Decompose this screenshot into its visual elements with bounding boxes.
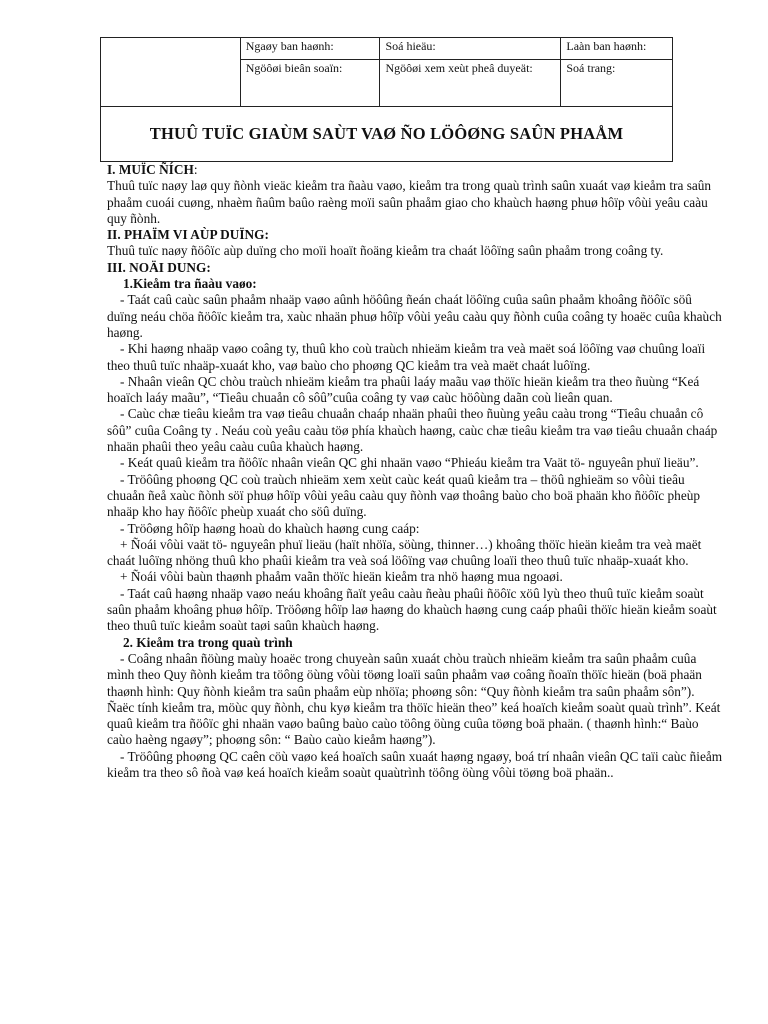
subsection-2-paragraph: - Coâng nhaân ñöùng maùy hoaëc trong chuyeàn saûn xuaát chòu traùch nhieäm kieåm tra saûn phaåm cuûa mình theo Quy ñònh kieåm tra töông öùng vôùi töøng loaïi saûn phaåm vaø coâng ñoaïn thöïc hieän (boä phaän thaønh hình: Quy ñònh kieåm tra saûn phaåm eùp nhöïa; phoøng sôn: “Quy ñònh kieåm tra saûn phaåm sôn”). Ñaëc tính kieåm tra, möùc quy ñònh, chu kyø kieåm tra thöïc hieän theo” keá hoaïch kieåm soaùt quaù trình”. Keát quaû kieåm tra ñöôïc ghi nhaän vaøo baûng baùo caùo töông öùng cuûa töøng boä phaän. ( thaønh hình:“ Baùo caùo haèng ngaøy”; phoøng sôn: “ Baùo caùo kieåm haøng”). <box>107 650 721 748</box>
logo-cell <box>101 38 241 107</box>
section-3-heading: III. NOÄI DUNG: <box>107 259 211 275</box>
reviewer-cell: Ngöôøi xem xeùt pheâ duyeät: <box>380 60 561 107</box>
subsection-2-paragraph: - Tröôûng phoøng QC caên cöù vaøo keá hoaïch saûn xuaát haøng ngaøy, boá trí nhaân vieân QC taïi caùc ñieåm kieåm tra theo sô ñoà vaø keá hoaïch kieåm soaùt quaùtrình töông öùng vôùi töøng boä phaän.. <box>107 748 723 780</box>
document-header-table <box>100 37 673 162</box>
subsection-1-paragraph: - Khi haøng nhaäp vaøo coâng ty, thuû kho coù traùch nhieäm kieåm tra veà maët soá löôïng vaø chuûng loaïi theo thuû tuïc nhaäp-xuaát kho, vaø baùo cho phoøng QC kieåm tra veà maët chaát luôïng. <box>107 341 706 373</box>
subsection-1-heading: 1.Kieåm tra ñaàu vaøo: <box>123 276 257 292</box>
subsection-1-paragraph: - Tröôûng phoøng QC coù traùch nhieäm xem xeùt caùc keát quaû kieåm tra – thöû nghieäm so vôùi tieâu chuaån ñeå xaùc ñònh söï phuø hôïp vôùi yeâu caàu quy ñònh vaø thoâng baùo cho boä phaän kho ñöôïc pheùp nhaäp kho hay ñöôïc pheùp xuaát cho söû duïng. <box>107 471 701 520</box>
issue-date-cell: Ngaøy ban haønh: <box>240 38 380 60</box>
section-2-heading: II. PHAÏM VI AÙP DUÏNG: <box>107 227 269 243</box>
subsection-1-paragraph: - Keát quaû kieåm tra ñöôïc nhaân vieân QC ghi nhaän vaøo “Phieáu kieåm tra Vaät tö- nguyeân phuï lieäu”. <box>120 455 699 471</box>
page-number-cell: Soá trang: <box>561 60 673 107</box>
doc-code-cell: Soá hieäu: <box>380 38 561 60</box>
subsection-2-heading: 2. Kieåm tra trong quaù trình <box>123 634 293 650</box>
document-title: THUÛ TUÏC GIAÙM SAÙT VAØ ÑO LÖÔØNG SAÛN PHAÅM <box>101 107 673 162</box>
section-1-text: Thuû tuïc naøy laø quy ñònh vieäc kieåm tra ñaàu vaøo, kieåm tra trong quaù trình saûn xuaát vaø kieåm tra saûn phaåm cuoái cuøng, nhaèm ñaûm baûo raèng moïi saûn phaåm giao cho khaùch haøng phuø hôïp vôùi yeâu caàu quy ñònh. <box>107 178 712 226</box>
subsection-1-paragraph: + Ñoái vôùi baùn thaønh phaåm vaãn thöïc hieän kieåm tra nhö haøng mua ngoaøi. <box>120 569 563 585</box>
subsection-1-paragraph: + Ñoái vôùi vaät tö- nguyeân phuï lieäu (haït nhöïa, söùng, thinner…) khoâng thöïc hieän kieåm tra veà maët chaát luôïng nhöng thuû kho phaûi kieåm tra veà soá löôïng vaø chuûng loaïi theo thuû tuïc nhaäp-xuaát kho. <box>107 536 702 569</box>
document-body <box>107 162 723 781</box>
revision-cell: Laàn ban haønh: <box>561 38 673 60</box>
subsection-1-paragraph: - Caùc chæ tieâu kieåm tra vaø tieâu chuaån chaáp nhaän phaûi theo ñuùng yeâu caàu trong “Tieâu chuaån cô sôû” cuûa Coâng ty . Neáu coù yeâu caàu töø phía khaùch haøng, caùc chæ tieâu kieåm tra vaø tieâu chuaån chaáp nhaän phaûi theo yeâu caàu cuûa khaùch haøng. <box>107 406 718 455</box>
subsection-1-paragraph: - Nhaân vieân QC chòu traùch nhieäm kieåm tra phaûi laáy maãu vaø thöïc hieän kieåm tra theo ñuùng “Keá hoaïch laáy maãu”, “Tieâu chuaån cô sôû”cuûa coâng ty vaø caùc höôùng daãn coù lieân quan. <box>107 373 700 406</box>
section-1-heading-line <box>107 162 723 178</box>
section-1-colon: : <box>193 162 198 177</box>
subsection-1-paragraph: - Taát caû haøng nhaäp vaøo neáu khoâng ñaït yeâu caàu ñeàu phaûi ñöôïc xöû lyù theo thuû tuïc kieåm soaùt saûn phaåm khoâng phuø hôïp. Tröôøng hôïp laø haøng do khaùch haøng cung caáp phaûi thöïc hieän kieåm soaùt theo thuû tuïc kieåm soaùt taøi saûn khaùch haøng. <box>107 585 717 634</box>
section-1-heading: I. MUÏC ÑÍCH <box>107 162 194 177</box>
author-cell: Ngöôøi bieân soaïn: <box>240 60 380 107</box>
subsection-1-paragraph: - Tröôøng hôïp haøng hoaù do khaùch haøng cung caáp: <box>120 520 420 536</box>
subsection-1-paragraph: - Taát caû caùc saûn phaåm nhaäp vaøo aûnh höôûng ñeán chaát löôïng cuûa saûn phaåm khoâng ñöôïc söû duïng neáu chöa ñöôïc kieåm tra, xaùc nhaän phuø hôïp vôùi yeâu caàu quy ñònh cuûa coâng ty hoaëc cuûa khaùch haøng. <box>107 292 722 340</box>
section-2-text: Thuû tuïc naøy ñöôïc aùp duïng cho moïi hoaït ñoäng kieåm tra chaát löôïng saûn phaåm trong coâng ty. <box>107 243 664 259</box>
